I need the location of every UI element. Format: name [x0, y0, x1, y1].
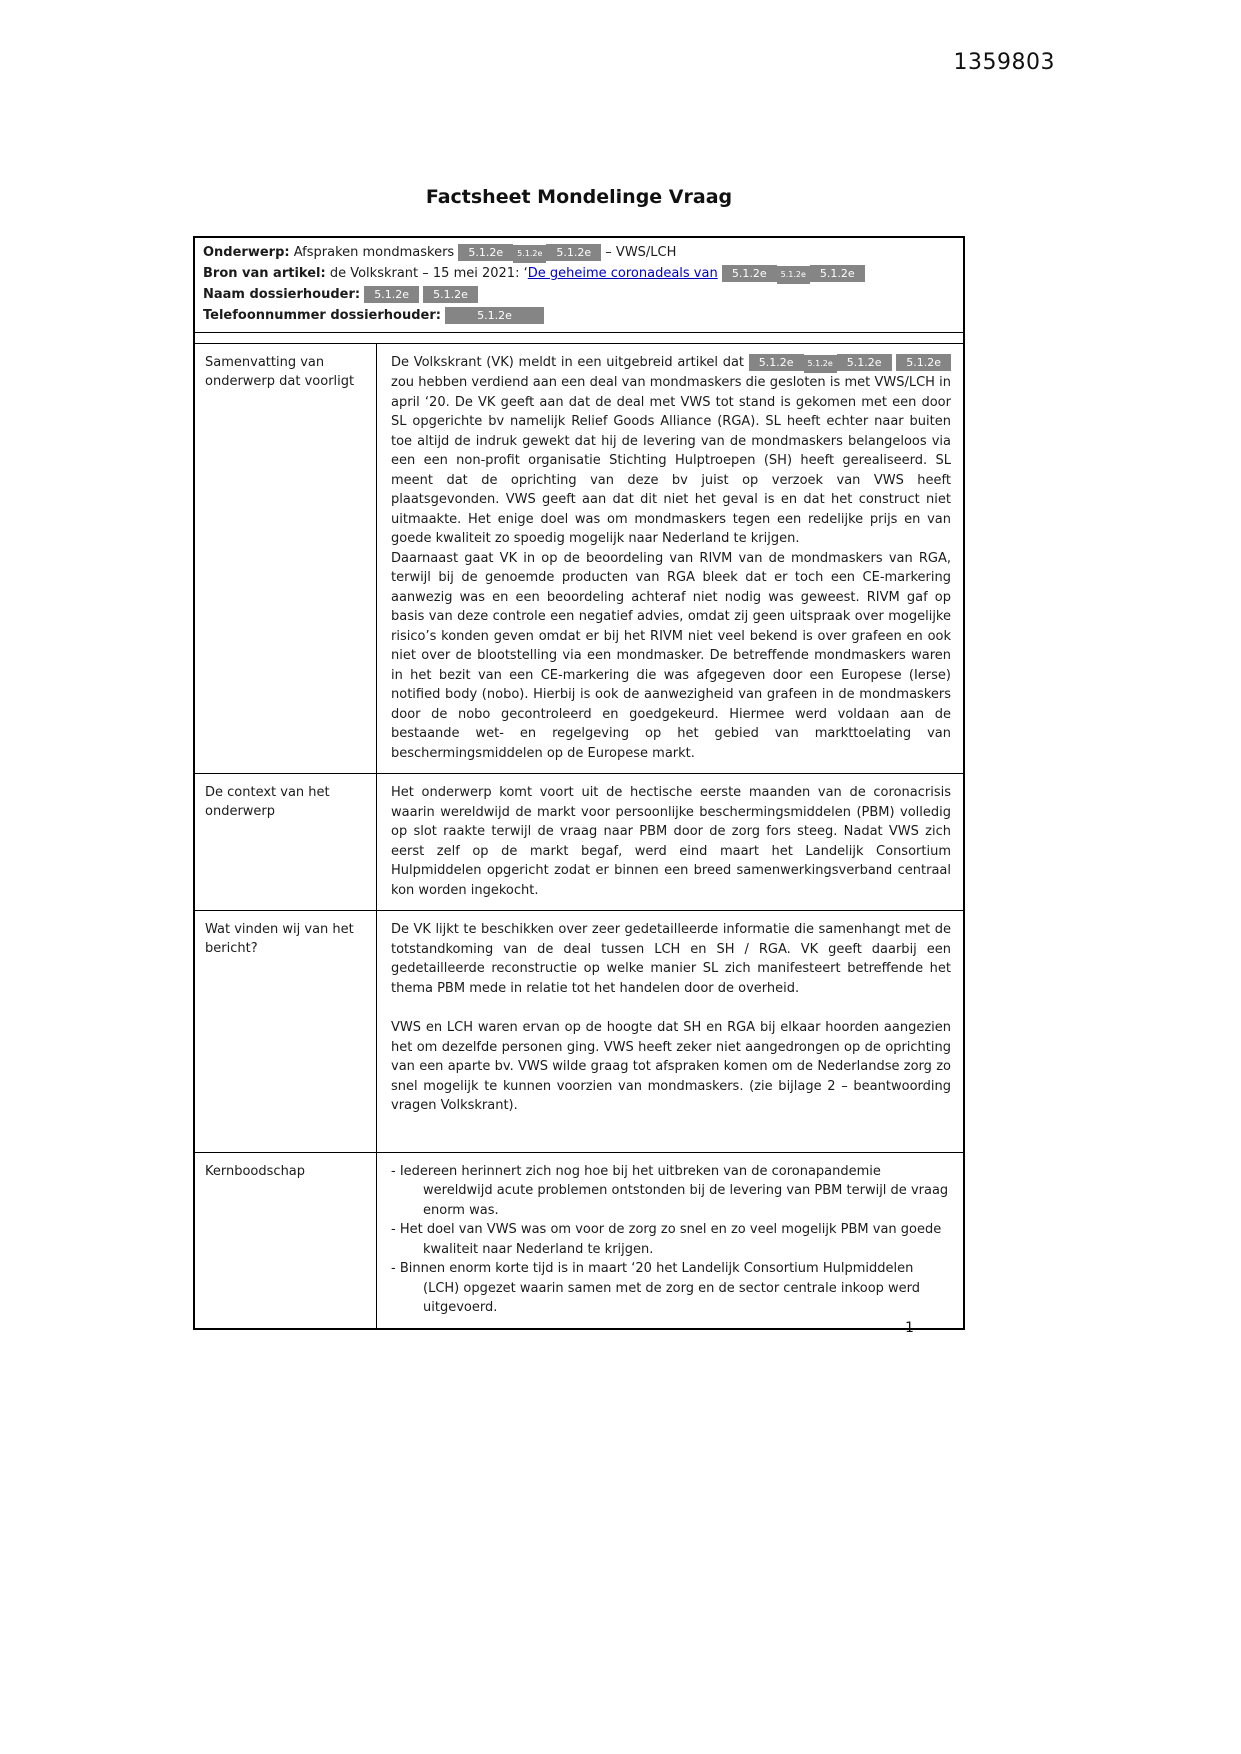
table-row-samenvatting — [195, 344, 963, 774]
bullet-item: - Binnen enorm korte tijd is in maart ‘20 het Landelijk Consortium Hulpmiddelen (LCH) opgezet waarin samen met de zorg en de sector centrale inkoop werd uitgevoerd. — [391, 1261, 921, 1315]
factsheet-table — [193, 236, 965, 1330]
bron-label: Bron van artikel: — [203, 266, 326, 281]
row-content — [377, 774, 963, 910]
page-number: 1 — [905, 1320, 914, 1336]
redaction-box: 5.1.2e — [896, 354, 951, 371]
row-content — [377, 1153, 963, 1328]
redaction-box: 5.1.2e — [513, 245, 546, 263]
paragraph-text: zou hebben verdiend aan een deal van mondmaskers die gesloten is met VWS/LCH in april ‘20. De VK geeft aan dat de deal met VWS tot stand is gekomen met een door SL opgerichte bv namelijk Relief Goods Alliance (RGA). SL heeft echter naar buiten toe altijd de indruk gewekt dat hij de levering van de mondmaskers belangeloos via een een non-profit organisatie Stichting Hulptroepen (SH) heeft gerealiseerd. SL meent dat de oprichting van deze bv juist op verzoek van VWS heeft plaatsgevonden. VWS geeft aan dat dit niet het geval is en dat het construct niet uitmaakte. Het enige doel was om mondmaskers tegen een redelijke prijs en van goede kwaliteit zo spoedig mogelijk naar Nederland te krijgen. — [391, 375, 951, 546]
telefoon-line — [203, 305, 955, 326]
bullet-item: - Iedereen herinnert zich nog hoe bij het uitbreken van de coronapandemie wereldwijd acute problemen ontstonden bij de levering van PBM terwijl de vraag enorm was. — [391, 1163, 949, 1218]
redaction-box: 5.1.2e — [722, 265, 777, 282]
table-header-cell — [195, 238, 963, 333]
onderwerp-line — [203, 242, 955, 263]
paragraph: Het onderwerp komt voort uit de hectische eerste maanden van de coronacrisis waarin wereldwijd de markt voor persoonlijke beschermingsmiddelen (PBM) volledig op slot raakte terwijl de vraag naar PBM door de zorg fors steeg. Nadat VWS zich eerst zelf op de markt begaf, werd eind maart het Landelijk Consortium Hulpmiddelen opgericht zodat er binnen een breed samenwerkingsverband centraal kon worden ingekocht. — [391, 785, 951, 898]
bullet-item: - Het doel van VWS was om voor de zorg zo snel en zo veel mogelijk PBM van goede kwaliteit naar Nederland te krijgen. — [391, 1222, 942, 1257]
table-row-mening — [195, 911, 963, 1153]
telefoon-label: Telefoonnummer dossierhouder: — [203, 308, 441, 323]
onderwerp-label: Onderwerp: — [203, 245, 290, 260]
empty-spacer-row — [195, 333, 963, 344]
row-label: Wat vinden wij van het bericht? — [195, 911, 377, 1152]
redaction-box: 5.1.2e — [458, 244, 513, 261]
page-title: Factsheet Mondelinge Vraag — [425, 186, 733, 208]
paragraph: De VK lijkt te beschikken over zeer gedetailleerde informatie die samenhangt met de totstandkoming van de deal tussen LCH en SH / RGA. VK geeft daarbij een gedetailleerde reconstructie op welke manier SL zich manifesteert betreffende het thema PBM mede in relatie tot het handelen door de overheid. — [391, 922, 951, 996]
paragraph: VWS en LCH waren ervan op de hoogte dat SH en RGA bij elkaar hoorden aangezien het om dezelfde personen ging. VWS heeft zeker niet aangedrongen op de oprichting van een aparte bv. VWS wilde graag tot afspraken komen om de Nederlandse zorg zo snel mogelijk te kunnen voorzien van mondmaskers. (zie bijlage 2 – beantwoording vragen Volkskrant). — [391, 1020, 951, 1113]
row-content — [377, 344, 963, 773]
document-number: 1359803 — [953, 50, 1055, 75]
redaction-box: 5.1.2e — [810, 265, 865, 282]
redaction-box: 5.1.2e — [546, 244, 601, 261]
onderwerp-text-suffix: – VWS/LCH — [605, 245, 677, 260]
redaction-box: 5.1.2e — [777, 266, 810, 284]
paragraph — [391, 353, 951, 549]
table-row-context — [195, 774, 963, 911]
redaction-box: 5.1.2e — [364, 286, 419, 303]
paragraph: Daarnaast gaat VK in op de beoordeling van RIVM van de mondmaskers van RGA, terwijl bij de genoemde producten van RGA bleek dat er toch een CE-markering aanwezig was en een beoordeling achteraf niet nodig was geweest. RIVM gaf op basis van deze controle een negatief advies, omdat zij geen uitspraak over mogelijke risico’s konden geven omdat er bij het RIVM niet veel bekend is over grafeen en ook niet over de blootstelling via een mondmasker. De betreffende mondmaskers waren in het bezit van een CE-markering die was afgegeven door een Europese (Ierse) notified body (nobo). Hierbij is ook de aanwezigheid van grafeen in de mondmaskers door de nobo gecontroleerd en goedgekeurd. Hiermee werd voldaan aan de bestaande wet- en regelgeving op het gebied van markttoelating van beschermingsmiddelen op de Europese markt. — [391, 550, 951, 761]
table-row-kernboodschap — [195, 1153, 963, 1328]
bron-text: de Volkskrant – 15 mei 2021: ‘ — [329, 266, 528, 281]
redaction-box: 5.1.2e — [445, 307, 544, 324]
redaction-box: 5.1.2e — [804, 355, 837, 373]
redaction-box: 5.1.2e — [837, 354, 892, 371]
naam-label: Naam dossierhouder: — [203, 287, 361, 302]
row-content — [377, 911, 963, 1152]
row-label: Samenvatting van onderwerp dat voorligt — [195, 344, 377, 773]
naam-line — [203, 284, 955, 305]
row-label: De context van het onderwerp — [195, 774, 377, 910]
redaction-box: 5.1.2e — [423, 286, 478, 303]
row-label: Kernboodschap — [195, 1153, 377, 1328]
redaction-box: 5.1.2e — [749, 354, 804, 371]
paragraph-text: De Volkskrant (VK) meldt in een uitgebreid artikel dat — [391, 355, 745, 370]
onderwerp-text: Afspraken mondmaskers — [293, 245, 455, 260]
bron-line — [203, 263, 955, 284]
article-link[interactable]: De geheime coronadeals van — [527, 266, 718, 281]
